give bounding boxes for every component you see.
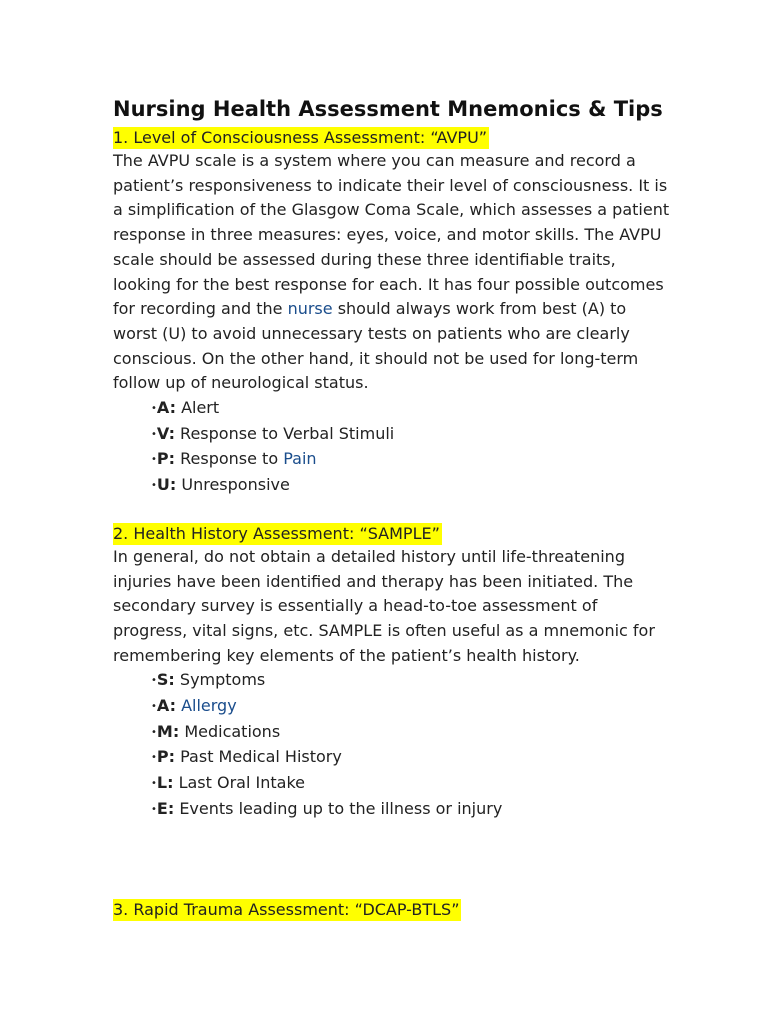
list-item bbox=[151, 668, 673, 694]
item-key: P: bbox=[156, 449, 176, 469]
item-text: Symptoms bbox=[174, 670, 266, 690]
bullet-icon: • bbox=[151, 726, 157, 738]
item-text: Events leading up to the illness or injury bbox=[174, 798, 503, 818]
item-key: S: bbox=[156, 670, 175, 690]
section-heading-avpu: 1. Level of Consciousness Assessment: “AVPU” bbox=[113, 128, 488, 147]
item-key: L: bbox=[156, 773, 174, 793]
document-page bbox=[113, 94, 673, 921]
item-text: Response to bbox=[175, 449, 284, 469]
list-item bbox=[151, 473, 673, 499]
section-sample bbox=[113, 523, 673, 823]
item-text: Medications bbox=[179, 721, 281, 741]
item-text: Past Medical History bbox=[175, 747, 342, 767]
item-key: A: bbox=[156, 398, 176, 418]
bullet-icon: • bbox=[151, 701, 157, 713]
section-paragraph-avpu bbox=[113, 149, 673, 396]
item-key: A: bbox=[156, 696, 176, 716]
sample-list bbox=[113, 668, 673, 822]
item-text: Alert bbox=[175, 398, 220, 418]
allergy-link[interactable]: Allergy bbox=[181, 696, 237, 716]
section-avpu bbox=[113, 127, 673, 499]
list-item bbox=[151, 720, 673, 746]
list-item bbox=[151, 797, 673, 823]
bullet-icon: • bbox=[151, 403, 157, 415]
item-text: Response to Verbal Stimuli bbox=[174, 423, 395, 443]
bullet-icon: • bbox=[151, 752, 157, 764]
list-item bbox=[151, 694, 673, 720]
list-item bbox=[151, 447, 673, 473]
bullet-icon: • bbox=[151, 428, 157, 440]
list-item bbox=[151, 771, 673, 797]
section-heading-dcap-btls: 3. Rapid Trauma Assessment: “DCAP-BTLS” bbox=[113, 899, 460, 919]
section-paragraph-sample: In general, do not obtain a detailed history until life-threatening injuries have been identified and therapy has been initiated. The secondary survey is essentially a head-to-toe assessment of progress, vital signs, etc. SAMPLE is often useful as a mnemonic for remembering key elements of the patient’s health history. bbox=[113, 546, 655, 665]
section-heading-sample: 2. Health History Assessment: “SAMPLE” bbox=[113, 523, 440, 543]
bullet-icon: • bbox=[151, 803, 157, 815]
page-title: Nursing Health Assessment Mnemonics & Tips bbox=[113, 97, 663, 121]
item-text: Unresponsive bbox=[176, 475, 290, 495]
item-key: M: bbox=[156, 721, 180, 741]
avpu-list bbox=[113, 396, 673, 499]
pain-link[interactable]: Pain bbox=[283, 449, 317, 469]
item-key: V: bbox=[156, 423, 175, 443]
bullet-icon: • bbox=[151, 778, 157, 790]
paragraph-text: should always work from best (A) to worst (U) to avoid unnecessary tests on patients who are clearly conscious. On the other hand, it should not be used for long-term follow up of neurological status. bbox=[113, 299, 639, 393]
list-item bbox=[151, 396, 673, 422]
item-text: Last Oral Intake bbox=[173, 773, 305, 793]
paragraph-text: The AVPU scale is a system where you can measure and record a patient’s responsiveness to indicate their level of consciousness. It is a simplification of the Glasgow Coma Scale, which assesses a patient response in three measures: eyes, voice, and motor skills. The AVPU scale should be assessed during these three identifiable traits, looking for the best response for each. It has four possible outcomes for recording and the bbox=[113, 151, 670, 319]
list-item bbox=[151, 422, 673, 448]
bullet-icon: • bbox=[151, 480, 157, 492]
item-key: P: bbox=[156, 747, 176, 767]
nurse-link[interactable]: nurse bbox=[287, 299, 333, 319]
bullet-icon: • bbox=[151, 675, 157, 687]
list-item bbox=[151, 745, 673, 771]
item-key: U: bbox=[156, 475, 177, 495]
item-key: E: bbox=[156, 798, 175, 818]
bullet-icon: • bbox=[151, 454, 157, 466]
section-dcap-btls bbox=[113, 899, 673, 921]
